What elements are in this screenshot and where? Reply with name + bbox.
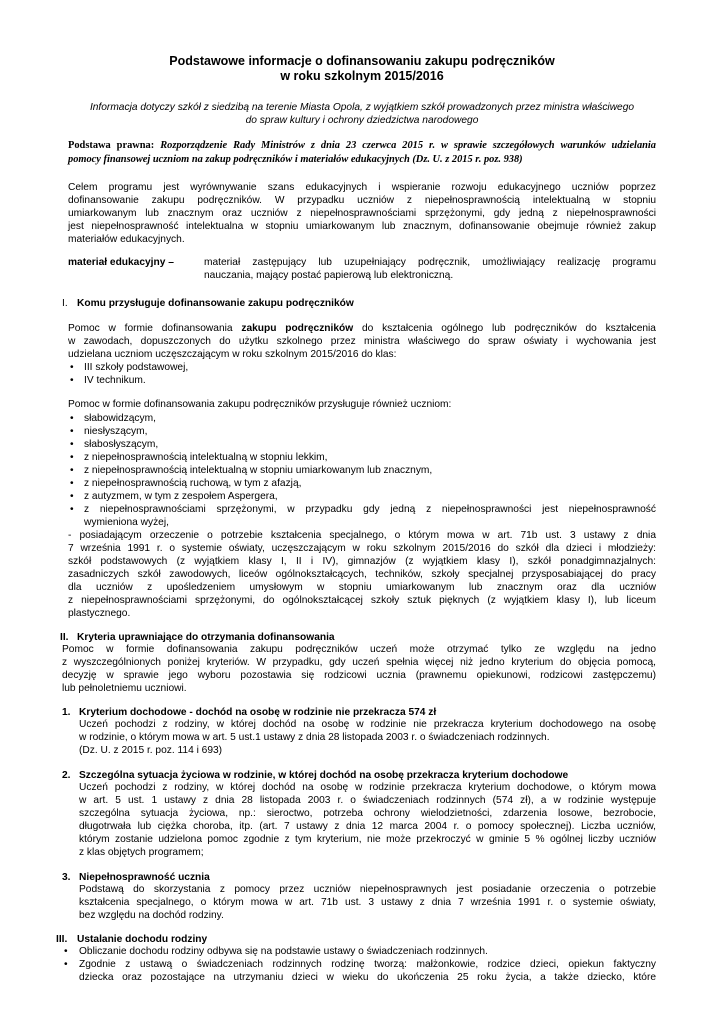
- para-line: (Dz. U. z 2015 r. poz. 114 i 693): [79, 745, 223, 756]
- criterion-2-heading: [62, 769, 568, 782]
- list-item-line: wymieniona wyżej,: [84, 517, 169, 528]
- section-1-paragraph-1: [68, 323, 656, 363]
- para-line: - posiadającym orzeczenie o potrzebie kształcenia specjalnego, o którym mowa w art. 71b ust. 3 ustawy z dnia: [68, 530, 656, 541]
- criterion-3-heading: [62, 871, 210, 884]
- document-page: Podstawowe informacje o dofinansowaniu zakupu podręczników w roku szkolnym 2015/2016 Informacja dotyczy szkół z siedzibą na terenie Miasta Opola, z wyjątkiem szkół prowadzonych przez ministra właściwego do spraw kultury i ochrony dziedzictwa narodowego Podstawa prawna: Rozporządzenie Rady Ministrów z dnia 23 czerwca 2015 r. w sprawie szczegółowych warunków udzielania pomocy finansowej uczniom na zakup podręczników i materiałów edukacyjnych (Dz. U. z 2015 r. poz. 938) Celem programu jest wyrównywanie szans edukacyjnych i wspieranie rozwoju edukacyjnego uczniów poprzez dofinansowanie zakupu podręczników. W przypadku uczniów z niepełnosprawnością intelektualną w stopniu umiarkowanym lub znacznym oraz uczniów z niepełnosprawnościami sprzężonymi, gdy jedną z niepełnosprawności jest niepełnosprawność intelektualna w stopniu umiarkowanym lub znacznym, dofinansowanie obejmuje również zakup materiałów edukacyjnych. materiał edukacyjny – materiał zastępujący lub uzupełniający podręcznik, umożliwiający realizację programu nauczania, mający postać papierową lub elektroniczną. I. Komu przysługuje dofinansowanie zakupu podręczników Pomoc w formie dofinansowania zakupu podręczników do kształcenia ogólnego lub podręczników do kształcenia w zawodach, dopuszczonych do użytku szkolnego przez ministra właściwego do spraw oświaty i wychowania jest udzielana uczniom uczęszczającym w roku szkolnym 2015/2016 do klas: • III szkoły podstawowej, • IV technikum. Pomoc w formie dofinansowania zakupu podręczników przysługuje również uczniom: • słabowidzącym, • niesłyszącym, • słabosłyszącym, • z niepełnosprawnością intelektualną w stopniu lekkim, • z niepełnosprawnością intelektualną w stopniu umiarkowanym lub znacznym, • z niepełnosprawnością ruchową, w tym z afazją, • z autyzmem, w tym z zespołem Aspergera, • z niepełnosprawnościami sprzężonymi, w przypadku gdy jedną z niepełnosprawności jest niepełnosprawność wymieniona wyżej, - posiadającym orzeczenie o potrzebie kształcenia specjalnego, o którym mowa w art. 71b ust. 3 ustawy z dnia 7 września 1991 r. o systemie oświaty, uczęszczającym w roku szkolnym 2015/2016 do szkół dla dzieci i młodzieży: szkół podstawowych (z wyjątkiem klasy I, II i IV), gimnazjów (z wyjątkiem klasy I), szkół ponadgimnazjalnych: zasadniczych szkół zawodowych, liceów ogólnokształcących, techników, szkoły specjalnej przysposabiającej do pracy dla uczniów z upośledzeniem umysłowym w stopniu umiarkowanym lub znacznym oraz dla uczniów z niepełnosprawnościami sprzężonymi, do ogólnokształcącej szkoły sztuk pięknych (z wyjątkiem klasy I), lub liceum plastycznego. II. Kryteria uprawniające do otrzymania dofinansowania Pomoc w formie dofinansowania zakupu podręczników uczeń może otrzymać tylko ze względu na jedno z wyszczególnionych poniżej kryteriów. W przypadku, gdy uczeń spełnia więcej niż jedno kryterium do objęcia pomocą, decyzję w sprawie jego wyboru pozostawia się rodzicowi ucznia (prawnemu opiekunowi, rodzicowi zastępczemu) lub pełnoletniemu uczniowi. 1. Kryterium dochodowe - dochód na osobę w rodzinie nie przekracza 574 zł Uczeń pochodzi z rodziny, w której dochód na osobę w rodzinie nie przekracza kryterium dochodowego na osobę w rodzinie, o którym mowa w art. 5 ust.1 ustawy z dnia 28 listopada 2003 r. o świadczeniach rodzinnych. (Dz. U. z 2015 r. poz. 114 i 693) 2. Szczególna sytuacja życiowa w rodzinie, w której dochód na osobę przekracza kryterium dochodowe Uczeń pochodzi z rodziny, w której dochód na osobę w rodzinie przekracza kryterium dochodowe, o którym mowa w art. 5 ust. 1 ustawy z dnia 28 listopada 2003 r. o świadczeniach rodzinnych (574 zł), a w rodzinie występuje szczególna sytuacja życiowa, np.: sieroctwo, potrzeba ochrony wielodzietności, zdarzenia losowe, bezrobocie, długotrwała lub ciężka choroba, itp. (art. 7 ustawy z dnia 12 marca 2004 r. o pomocy społecznej). Liczba uczniów, którym zostanie udzielona pomoc zgodnie z tym kryterium, nie może przekroczyć w gminie 5 % ogólnej liczby uczniów z klas objętych programem; 3. Niepełnosprawność ucznia Podstawą do skorzystania z pomocy przez uczniów niepełnosprawnych jest posiadanie orzeczenia o potrzebie kształcenia specjalnego, o którym mowa w art. 71b ust. 3 ustawy z dnia 7 września 1991 r. o systemie oświaty, bez względu na dochód rodziny. III. Ustalanie dochodu rodziny • Obliczanie dochodu rodziny odbywa się na podstawie ustawy o świadczeniach rodzinnych. • Zgodnie z ustawą o świadczeniach rodzinnych rodzinę tworzą: małżonkowie, rodzice dzieci, opiekun faktyczny dziecka oraz pozostające na utrzymaniu dzieci w wieku do ukończenia 25 roku życia, a także dziecko, które: [0, 0, 724, 1024]
- legal-basis: [68, 139, 656, 166]
- intro-line: jest niepełnosprawność intelektualna w stopniu umiarkowanym lub znacznym, dofinansowanie obejmuje również zakup: [68, 221, 656, 232]
- section-1-paragraph-2: Pomoc w formie dofinansowania zakupu podręczników przysługuje również uczniom:: [68, 399, 452, 410]
- criterion-number: 1.: [62, 707, 71, 718]
- definition-block: [68, 257, 656, 285]
- list-item-line: Zgodnie z ustawą o świadczeniach rodzinnych rodzinę tworzą: małżonkowie, rodzice dzieci, opiekun faktyczny: [79, 959, 656, 970]
- para-line: szczególna sytuacja życiowa, np.: sieroctwo, potrzeba ochrony wielodzietności, zdarzenia losowe, bezrobocie,: [79, 808, 656, 819]
- criterion-3-text: [79, 884, 656, 924]
- section-3-heading: [56, 933, 207, 946]
- para-line: Uczeń pochodzi z rodziny, w której dochód na osobę w rodzinie nie przekracza kryterium dochodowego na osobę: [79, 719, 656, 730]
- para-line: bez względu na dochód rodziny.: [79, 910, 224, 921]
- list-item: • Zgodnie z ustawą o świadczeniach rodzinnych rodzinę tworzą: małżonkowie, rodzice dzieci, opiekun faktyczny dziecka oraz pozostające na utrzymaniu dzieci w wieku do ukończenia 25 roku życia, a także dziecko, które: [64, 959, 656, 983]
- section-3-title: Ustalanie dochodu rodziny: [77, 934, 208, 945]
- para-line: dla uczniów z upośledzeniem umysłowym w stopniu umiarkowanym lub znacznym oraz dla uczniów: [68, 582, 656, 593]
- para-bold-text: zakupu podręczników: [241, 323, 354, 334]
- para-line: którym zostanie udzielona pomoc zgodnie z tym kryterium, nie może przekroczyć w gminie 5 % ogólnej liczby uczniów: [79, 834, 656, 845]
- para-line: szkół podstawowych (z wyjątkiem klasy I, II i IV), gimnazjów (z wyjątkiem klasy I), szkół ponadgimnazjalnych:: [68, 556, 656, 567]
- list-item-line: dziecka oraz pozostające na utrzymaniu dzieci w wieku do ukończenia 25 roku życia, a także dziecko, które: [79, 972, 656, 983]
- subtitle-line-1: Informacja dotyczy szkół z siedzibą na terenie Miasta Opola, z wyjątkiem szkół prowadzonych przez ministra właściwego: [89, 102, 635, 113]
- criterion-number: 2.: [62, 770, 71, 781]
- para-line: lub pełnoletniemu uczniowi.: [62, 683, 187, 694]
- para-line: z niepełnosprawnościami sprzężonymi, do ogólnokształcącej szkoły sztuk pięknych (z wyjątkiem klasy I), lub liceum: [68, 595, 656, 606]
- criterion-2-text: [79, 782, 656, 862]
- document-subtitle: [60, 101, 664, 127]
- para-line: plastycznego.: [68, 608, 131, 619]
- intro-paragraph: [68, 182, 656, 248]
- definition-line-1: materiał zastępujący lub uzupełniający podręcznik, umożliwiający realizację programu: [204, 257, 656, 268]
- para-line: kształcenia specjalnego, o którym mowa w art. 71b ust. 3 ustawy z dnia 7 września 1991 r. o systemie oświaty,: [79, 897, 656, 908]
- para-line: długotrwała lub ciężka choroba, itp. (art. 7 ustawy z dnia 12 marca 2004 r. o pomocy społecznej). Liczba uczniów,: [79, 821, 656, 832]
- para-line: z klas objętych programem;: [79, 847, 204, 858]
- intro-line: umiarkowanym lub znacznym oraz uczniów z niepełnosprawnościami sprzężonymi, gdy jedną z niepełnosprawności: [68, 208, 656, 219]
- intro-line: Celem programu jest wyrównywanie szans edukacyjnych i wspieranie rozwoju edukacyjnego uczniów poprzez: [68, 182, 656, 193]
- legal-basis-label: Podstawa prawna:: [68, 140, 155, 151]
- certificate-paragraph: [68, 530, 656, 622]
- criterion-1-text: [79, 719, 656, 759]
- document-title: [60, 54, 664, 84]
- section-2-paragraph: [62, 644, 656, 698]
- definition-term: materiał edukacyjny –: [68, 257, 174, 268]
- list-item-line: z niepełnosprawnościami sprzężonymi, w przypadku gdy jedną z niepełnosprawności jest niepełnosprawność: [84, 504, 656, 515]
- section-3-numeral: III.: [56, 934, 68, 945]
- title-line-1: Podstawowe informacje o dofinansowaniu zakupu podręczników: [169, 54, 555, 68]
- para-line: zasadniczych szkół zawodowych, liceów ogólnokształcących, techników, szkoły specjalnej przysposabiającej do pracy: [68, 569, 656, 580]
- para-line: decyzję w sprawie jego wyboru pozostawia się rodzicowi ucznia (prawnemu opiekunowi, rodzicowi zastępczemu): [62, 670, 656, 681]
- subtitle-line-2: do spraw kultury i ochrony dziedzictwa narodowego: [245, 115, 479, 126]
- para-line: w art. 5 ust. 1 ustawy z dnia 28 listopada 2003 r. o świadczeniach rodzinnych (574 zł), a w rodzinie występuje: [79, 795, 656, 806]
- legal-basis-text-1: Rozporządzenie Rady Ministrów z dnia 23 czerwca 2015 r. w sprawie szczegółowych warunków udzielania: [160, 140, 656, 151]
- intro-line: dofinansowanie zakupu podręczników. W przypadku uczniów z niepełnosprawnością intelektualną w stopniu: [68, 195, 656, 206]
- criterion-title: Szczególna sytuacja życiowa w rodzinie, w której dochód na osobę przekracza kryterium dochodowe: [79, 770, 569, 781]
- para-line: udzielana uczniom uczęszczającym w roku szkolnym 2015/2016 do klas:: [68, 349, 397, 360]
- para-line: Uczeń pochodzi z rodziny, w której dochód na osobę w rodzinie przekracza kryterium dochodowe, o którym mowa: [79, 782, 656, 793]
- criterion-number: 3.: [62, 872, 71, 883]
- criterion-title: Kryterium dochodowe - dochód na osobę w rodzinie nie przekracza 574 zł: [79, 707, 437, 718]
- criterion-1-heading: [62, 706, 436, 719]
- section-1-heading: [62, 297, 354, 310]
- title-line-2: w roku szkolnym 2015/2016: [280, 69, 444, 83]
- intro-line: materiałów edukacyjnych.: [68, 234, 185, 245]
- criterion-title: Niepełnosprawność ucznia: [79, 872, 210, 883]
- section-1-title: Komu przysługuje dofinansowanie zakupu podręczników: [77, 298, 354, 309]
- para-line: w rodzinie, o którym mowa w art. 5 ust.1 ustawy z dnia 28 listopada 2003 r. o świadczeniach rodzinnych.: [79, 732, 550, 743]
- section-2-title: Kryteria uprawniające do otrzymania dofinansowania: [77, 632, 335, 643]
- para-line: Podstawą do skorzystania z pomocy przez uczniów niepełnosprawnych jest posiadanie orzeczenia o potrzebie: [79, 884, 656, 895]
- para-text: Pomoc w formie dofinansowania: [68, 323, 233, 334]
- section-2-numeral: II.: [60, 632, 69, 643]
- para-line: Pomoc w formie dofinansowania zakupu podręczników uczeń może otrzymać tylko ze względu na jedno: [62, 644, 656, 655]
- section-1-numeral: I.: [62, 298, 68, 309]
- para-line: 7 września 1991 r. o systemie oświaty, uczęszczającym w roku szkolnym 2015/2016 do szkół dla dzieci i młodzieży:: [68, 543, 656, 554]
- definition-line-2: nauczania, mający postać papierową lub elektroniczną.: [204, 270, 454, 281]
- legal-basis-text-2: pomocy finansowej uczniom na zakup podręczników i materiałów edukacyjnych (Dz. U. z 2015 r. poz. 938): [68, 153, 523, 165]
- para-text: do kształcenia ogólnego lub podręczników do kształcenia: [361, 323, 656, 334]
- para-line: z wyszczególnionych poniżej kryteriów. W przypadku, gdy uczeń spełnia więcej niż jedno kryterium do objęcia pomocą,: [62, 657, 656, 668]
- para-line: w zawodach, dopuszczonych do użytku szkolnego przez ministra właściwego do spraw oświaty i wychowania jest: [68, 336, 656, 347]
- list-item: • z niepełnosprawnościami sprzężonymi, w przypadku gdy jedną z niepełnosprawności jest niepełnosprawność wymieniona wyżej,: [70, 504, 656, 528]
- section-2-heading: [60, 631, 335, 644]
